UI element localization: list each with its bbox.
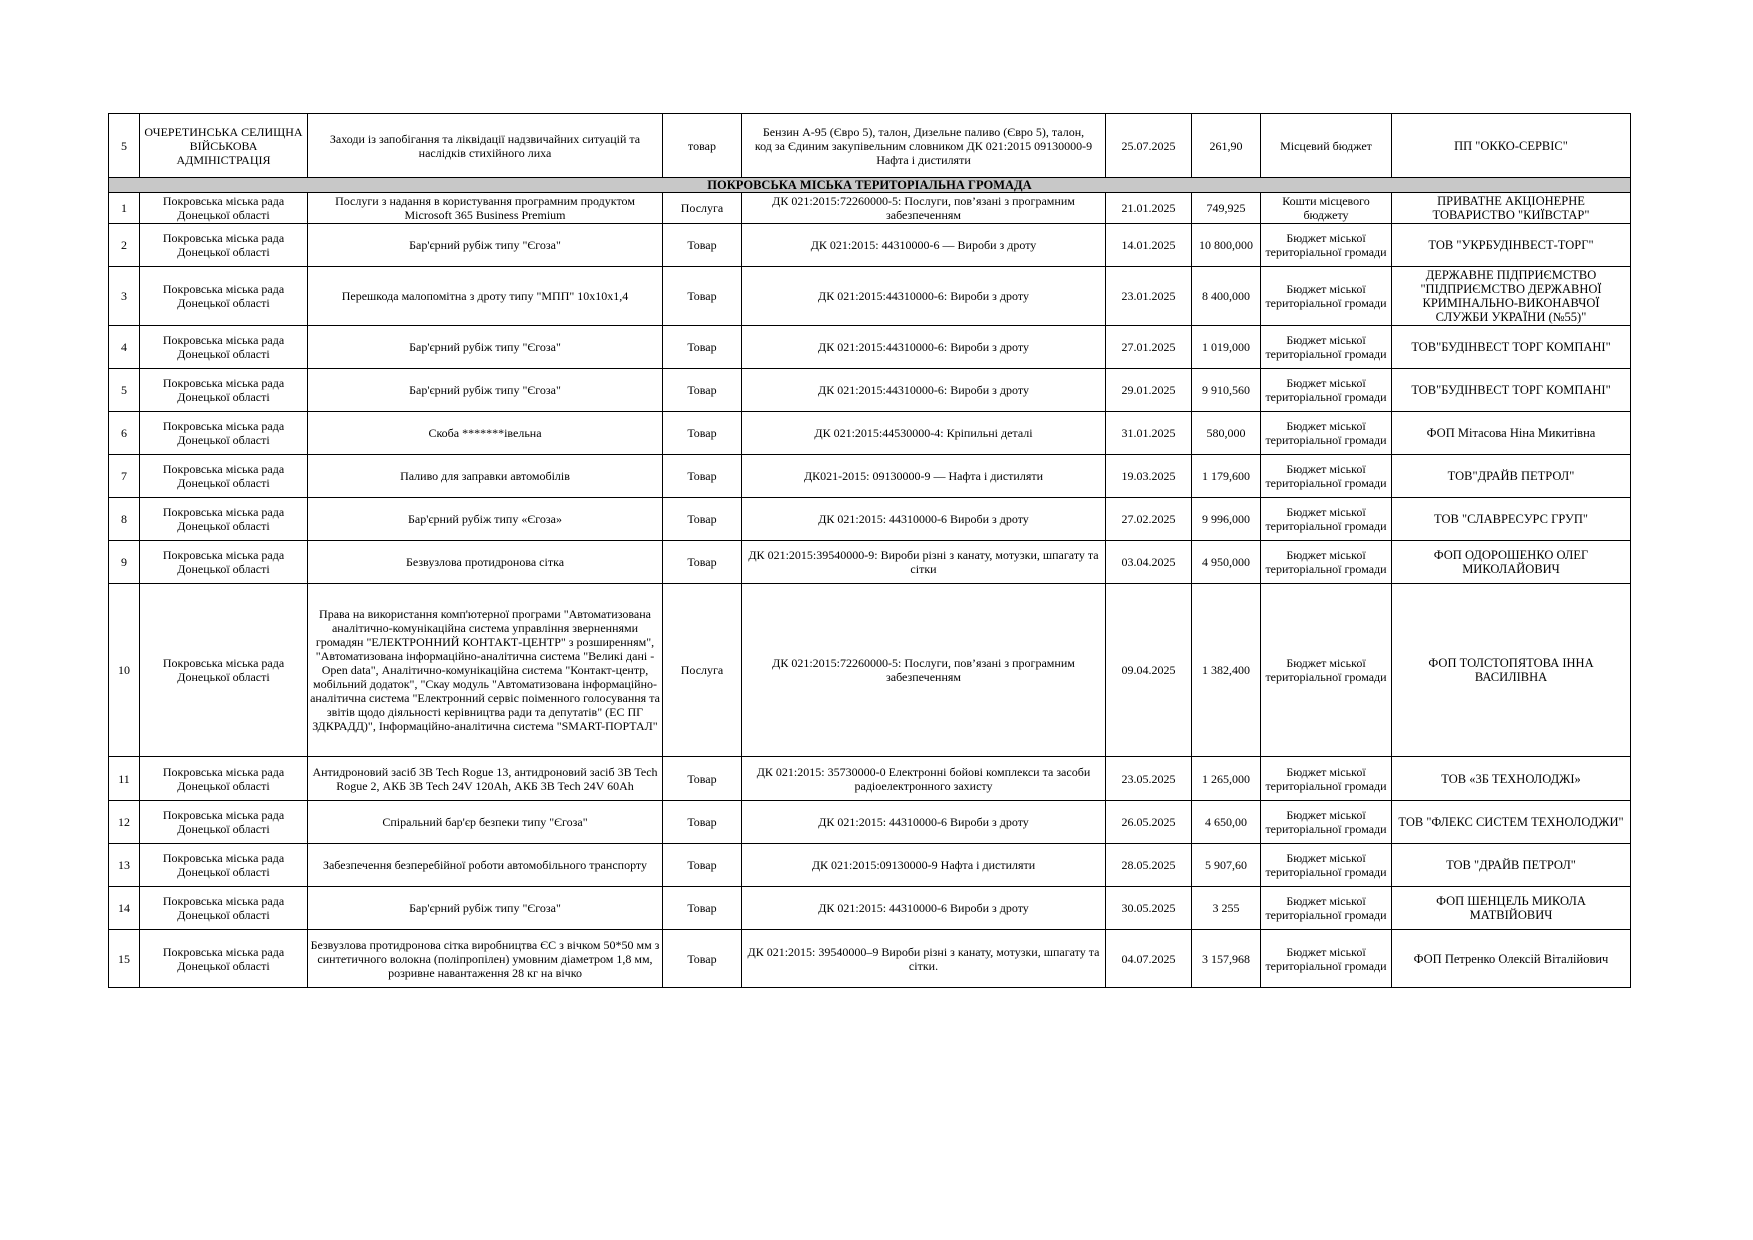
classifier-code-line: Нафта і дистиляти <box>876 152 971 167</box>
row-number: 4 <box>109 326 140 369</box>
procurement-subject: Спіральний бар'єр безпеки типу "Єгоза" <box>308 801 663 844</box>
funding-source: Бюджет міської територіальної громади <box>1261 844 1392 887</box>
supplier-name: ТОВ "ФЛЕКС СИСТЕМ ТЕХНОЛОДЖИ" <box>1392 801 1631 844</box>
row-number: 11 <box>109 757 140 801</box>
table-row <box>109 455 1631 498</box>
contract-amount: 1 019,000 <box>1192 326 1261 369</box>
contract-amount: 3 157,968 <box>1192 930 1261 988</box>
procurement-subject: Безвузлова протидронова сітка <box>308 541 663 584</box>
contract-date: 25.07.2025 <box>1106 114 1192 178</box>
procurement-type: Товар <box>663 930 742 988</box>
customer-organization: Покровська міська рада Донецької області <box>140 541 308 584</box>
funding-source: Бюджет міської територіальної громади <box>1261 541 1392 584</box>
classifier-code: ДК 021:2015: 39540000–9 Вироби різні з канату, мотузки, шпагату та сітки. <box>742 930 1106 988</box>
funding-source: Бюджет міської територіальної громади <box>1261 455 1392 498</box>
procurement-type: Товар <box>663 412 742 455</box>
procurement-subject: Перешкода малопомітна з дроту типу "МПП" 10х10х1,4 <box>308 267 663 326</box>
contract-amount: 5 907,60 <box>1192 844 1261 887</box>
contract-amount: 1 382,400 <box>1192 584 1261 757</box>
procurement-type: Товар <box>663 541 742 584</box>
row-number: 8 <box>109 498 140 541</box>
classifier-code: ДК 021:2015: 44310000-6 Вироби з дроту <box>742 887 1106 930</box>
customer-organization: Покровська міська рада Донецької області <box>140 224 308 267</box>
customer-organization: Покровська міська рада Донецької області <box>140 326 308 369</box>
customer-organization: Покровська міська рада Донецької області <box>140 193 308 224</box>
contract-amount: 3 255 <box>1192 887 1261 930</box>
row-number: 2 <box>109 224 140 267</box>
section-header-row <box>109 178 1631 193</box>
funding-source: Бюджет міської територіальної громади <box>1261 498 1392 541</box>
table-row <box>109 930 1631 988</box>
customer-organization: Покровська міська рада Донецької області <box>140 369 308 412</box>
contract-amount: 9 996,000 <box>1192 498 1261 541</box>
funding-source: Місцевий бюджет <box>1261 114 1392 178</box>
customer-organization: Покровська міська рада Донецької області <box>140 455 308 498</box>
row-number: 10 <box>109 584 140 757</box>
customer-organization: Покровська міська рада Донецької області <box>140 412 308 455</box>
funding-source: Бюджет міської територіальної громади <box>1261 801 1392 844</box>
contract-date: 09.04.2025 <box>1106 584 1192 757</box>
table-row <box>109 267 1631 326</box>
table-row <box>109 844 1631 887</box>
contract-date: 03.04.2025 <box>1106 541 1192 584</box>
contract-date: 27.01.2025 <box>1106 326 1192 369</box>
contract-date: 27.02.2025 <box>1106 498 1192 541</box>
classifier-code: ДК 021:2015:44530000-4: Кріпильні деталі <box>742 412 1106 455</box>
table-row <box>109 326 1631 369</box>
classifier-code: ДК 021:2015:44310000-6: Вироби з дроту <box>742 267 1106 326</box>
supplier-name: ФОП Мітасова Ніна Микитівна <box>1392 412 1631 455</box>
contract-date: 04.07.2025 <box>1106 930 1192 988</box>
procurement-type: Послуга <box>663 193 742 224</box>
classifier-code: ДК 021:2015:72260000-5: Послуги, пов’язані з програмним забезпеченням <box>742 584 1106 757</box>
funding-source: Бюджет міської територіальної громади <box>1261 224 1392 267</box>
row-number: 13 <box>109 844 140 887</box>
procurement-subject: Права на використання комп'ютерної програми "Автоматизована аналітично-комунікаційна система управління зверненнями громадян "ЕЛЕКТРОННИЙ КОНТАКТ-ЦЕНТР" з розширенням", "Автоматизована інформаційно-аналітична система "Великі дані - Open data", Аналітично-комунікаційна система "Контакт-центр, мобільний додаток", "Скау модуль "Автоматизована інформаційно-аналітична система "Електронний сервіс поіменного голосування та звітів щодо діяльності керівництва ради та депутатів" (ЕС ПГ ЗДКРАДД)", Інформаційно-аналітична система "SMART-ПОРТАЛ" <box>308 584 663 757</box>
supplier-name: ДЕРЖАВНЕ ПІДПРИЄМСТВО "ПІДПРИЄМСТВО ДЕРЖАВНОЇ КРИМІНАЛЬНО-ВИКОНАВЧОЇ СЛУЖБИ УКРАЇНИ (№55)" <box>1392 267 1631 326</box>
table-row <box>109 224 1631 267</box>
contract-date: 31.01.2025 <box>1106 412 1192 455</box>
classifier-code: ДК 021:2015: 44310000-6 — Вироби з дроту <box>742 224 1106 267</box>
contract-amount: 749,925 <box>1192 193 1261 224</box>
customer-organization: Покровська міська рада Донецької області <box>140 498 308 541</box>
row-number: 7 <box>109 455 140 498</box>
supplier-name: ТОВ"БУДІНВЕСТ ТОРГ КОМПАНІ" <box>1392 369 1631 412</box>
row-number: 9 <box>109 541 140 584</box>
procurement-type: Товар <box>663 267 742 326</box>
supplier-name: ФОП ТОЛСТОПЯТОВА ІННА ВАСИЛІВНА <box>1392 584 1631 757</box>
customer-organization: Покровська міська рада Донецької області <box>140 801 308 844</box>
table-row <box>109 498 1631 541</box>
supplier-name: ПРИВАТНЕ АКЦІОНЕРНЕ ТОВАРИСТВО "КИЇВСТАР" <box>1392 193 1631 224</box>
contract-amount: 9 910,560 <box>1192 369 1261 412</box>
supplier-name: ТОВ"ДРАЙВ ПЕТРОЛ" <box>1392 455 1631 498</box>
table-row <box>109 887 1631 930</box>
procurement-subject: Послуги з надання в користування програмним продуктом Microsoft 365 Business Premium <box>308 193 663 224</box>
customer-organization: ОЧЕРЕТИНСЬКА СЕЛИЩНА ВІЙСЬКОВА АДМІНІСТРАЦІЯ <box>140 114 308 178</box>
table-body <box>109 114 1631 988</box>
procurement-subject: Бар'єрний рубіж типу "Єгоза" <box>308 224 663 267</box>
procurement-type: товар <box>663 114 742 178</box>
row-number: 5 <box>109 114 140 178</box>
procurement-subject: Паливо для заправки автомобілів <box>308 455 663 498</box>
procurement-subject: Скоба *******івельна <box>308 412 663 455</box>
classifier-code-line: Бензин А-95 (Євро 5), талон, Дизельне паливо (Євро 5), талон, <box>762 124 1085 139</box>
customer-organization: Покровська міська рада Донецької області <box>140 887 308 930</box>
section-title: ПОКРОВСЬКА МІСЬКА ТЕРИТОРІАЛЬНА ГРОМАДА <box>109 178 1631 193</box>
classifier-code: ДК 021:2015:44310000-6: Вироби з дроту <box>742 369 1106 412</box>
procurement-type: Товар <box>663 844 742 887</box>
row-number: 3 <box>109 267 140 326</box>
customer-organization: Покровська міська рада Донецької області <box>140 844 308 887</box>
contract-date: 28.05.2025 <box>1106 844 1192 887</box>
procurement-subject: Бар'єрний рубіж типу "Єгоза" <box>308 369 663 412</box>
contract-date: 21.01.2025 <box>1106 193 1192 224</box>
classifier-code: ДК 021:2015:44310000-6: Вироби з дроту <box>742 326 1106 369</box>
procurement-subject: Заходи із запобігання та ліквідації надзвичайних ситуацій та наслідків стихійного лиха <box>308 114 663 178</box>
table-row <box>109 412 1631 455</box>
supplier-name: ПП "ОККО-СЕРВІС" <box>1392 114 1631 178</box>
contract-amount: 1 179,600 <box>1192 455 1261 498</box>
procurement-type: Товар <box>663 326 742 369</box>
procurement-type: Товар <box>663 224 742 267</box>
contract-date: 26.05.2025 <box>1106 801 1192 844</box>
funding-source: Бюджет міської територіальної громади <box>1261 326 1392 369</box>
supplier-name: ФОП ШЕНЦЕЛЬ МИКОЛА МАТВІЙОВИЧ <box>1392 887 1631 930</box>
classifier-code-line: код за Єдиним закупівельним словником ДК 021:2015 09130000-9 <box>754 138 1093 153</box>
supplier-name: ТОВ "ДРАЙВ ПЕТРОЛ" <box>1392 844 1631 887</box>
supplier-name: ТОВ"БУДІНВЕСТ ТОРГ КОМПАНІ" <box>1392 326 1631 369</box>
funding-source: Бюджет міської територіальної громади <box>1261 584 1392 757</box>
row-number: 6 <box>109 412 140 455</box>
supplier-name: ФОП ОДОРОШЕНКО ОЛЕГ МИКОЛАЙОВИЧ <box>1392 541 1631 584</box>
supplier-name: ФОП Петренко Олексій Віталійович <box>1392 930 1631 988</box>
funding-source: Бюджет міської територіальної громади <box>1261 930 1392 988</box>
procurement-type: Товар <box>663 498 742 541</box>
supplier-name: ТОВ «3Б ТЕХНОЛОДЖІ» <box>1392 757 1631 801</box>
table-row <box>109 114 1631 178</box>
classifier-code: ДК 021:2015: 44310000-6 Вироби з дроту <box>742 498 1106 541</box>
classifier-code: ДК021-2015: 09130000-9 — Нафта і дистиляти <box>742 455 1106 498</box>
contract-date: 23.01.2025 <box>1106 267 1192 326</box>
funding-source: Бюджет міської територіальної громади <box>1261 757 1392 801</box>
contract-date: 23.05.2025 <box>1106 757 1192 801</box>
contract-amount: 10 800,000 <box>1192 224 1261 267</box>
funding-source: Бюджет міської територіальної громади <box>1261 369 1392 412</box>
row-number: 12 <box>109 801 140 844</box>
procurement-subject: Бар'єрний рубіж типу «Єгоза» <box>308 498 663 541</box>
funding-source: Бюджет міської територіальної громади <box>1261 267 1392 326</box>
procurement-subject: Забезпечення безперебійної роботи автомобільного транспорту <box>308 844 663 887</box>
classifier-code: ДК 021:2015:39540000-9: Вироби різні з канату, мотузки, шпагату та сітки <box>742 541 1106 584</box>
funding-source: Кошти місцевого бюджету <box>1261 193 1392 224</box>
funding-source: Бюджет міської територіальної громади <box>1261 887 1392 930</box>
table-row <box>109 193 1631 224</box>
procurement-type: Послуга <box>663 584 742 757</box>
table-row <box>109 757 1631 801</box>
table-row <box>109 541 1631 584</box>
table-row <box>109 584 1631 757</box>
classifier-code: ДК 021:2015: 35730000-0 Електронні бойові комплекси та засоби радіоелектронного захисту <box>742 757 1106 801</box>
procurement-subject: Антидроновий засіб 3B Tech Rogue 13, антидроновий засіб 3B Tech Rogue 2, АКБ 3B Tech 24V 120Ah, АКБ 3B Tech 24V 60Ah <box>308 757 663 801</box>
classifier-code: ДК 021:2015:72260000-5: Послуги, пов’язані з програмним забезпеченням <box>742 193 1106 224</box>
procurement-type: Товар <box>663 887 742 930</box>
contract-date: 29.01.2025 <box>1106 369 1192 412</box>
procurement-subject: Бар'єрний рубіж типу "Єгоза" <box>308 326 663 369</box>
procurement-type: Товар <box>663 369 742 412</box>
contract-date: 14.01.2025 <box>1106 224 1192 267</box>
customer-organization: Покровська міська рада Донецької області <box>140 930 308 988</box>
classifier-code: ДК 021:2015: 44310000-6 Вироби з дроту <box>742 801 1106 844</box>
procurement-type: Товар <box>663 801 742 844</box>
classifier-code <box>742 114 1106 178</box>
contract-date: 19.03.2025 <box>1106 455 1192 498</box>
classifier-code: ДК 021:2015:09130000-9 Нафта і дистиляти <box>742 844 1106 887</box>
supplier-name: ТОВ "СЛАВРЕСУРС ГРУП" <box>1392 498 1631 541</box>
supplier-name: ТОВ "УКРБУДІНВЕСТ-ТОРГ" <box>1392 224 1631 267</box>
row-number: 1 <box>109 193 140 224</box>
row-number: 15 <box>109 930 140 988</box>
row-number: 5 <box>109 369 140 412</box>
contract-date: 30.05.2025 <box>1106 887 1192 930</box>
procurement-subject: Бар'єрний рубіж типу "Єгоза" <box>308 887 663 930</box>
procurement-type: Товар <box>663 455 742 498</box>
contract-amount: 1 265,000 <box>1192 757 1261 801</box>
customer-organization: Покровська міська рада Донецької області <box>140 757 308 801</box>
procurement-table <box>108 113 1631 988</box>
procurement-type: Товар <box>663 757 742 801</box>
table-row <box>109 801 1631 844</box>
table-row <box>109 369 1631 412</box>
customer-organization: Покровська міська рада Донецької області <box>140 584 308 757</box>
procurement-subject: Безвузлова протидронова сітка виробництва ЄС з вічком 50*50 мм з синтетичного волокна (поліпропілен) умовним діаметром 1,8 мм, розривне навантаження 28 кг на вічко <box>308 930 663 988</box>
row-number: 14 <box>109 887 140 930</box>
contract-amount: 8 400,000 <box>1192 267 1261 326</box>
customer-organization: Покровська міська рада Донецької області <box>140 267 308 326</box>
contract-amount: 4 650,00 <box>1192 801 1261 844</box>
contract-amount: 4 950,000 <box>1192 541 1261 584</box>
contract-amount: 580,000 <box>1192 412 1261 455</box>
funding-source: Бюджет міської територіальної громади <box>1261 412 1392 455</box>
contract-amount: 261,90 <box>1192 114 1261 178</box>
